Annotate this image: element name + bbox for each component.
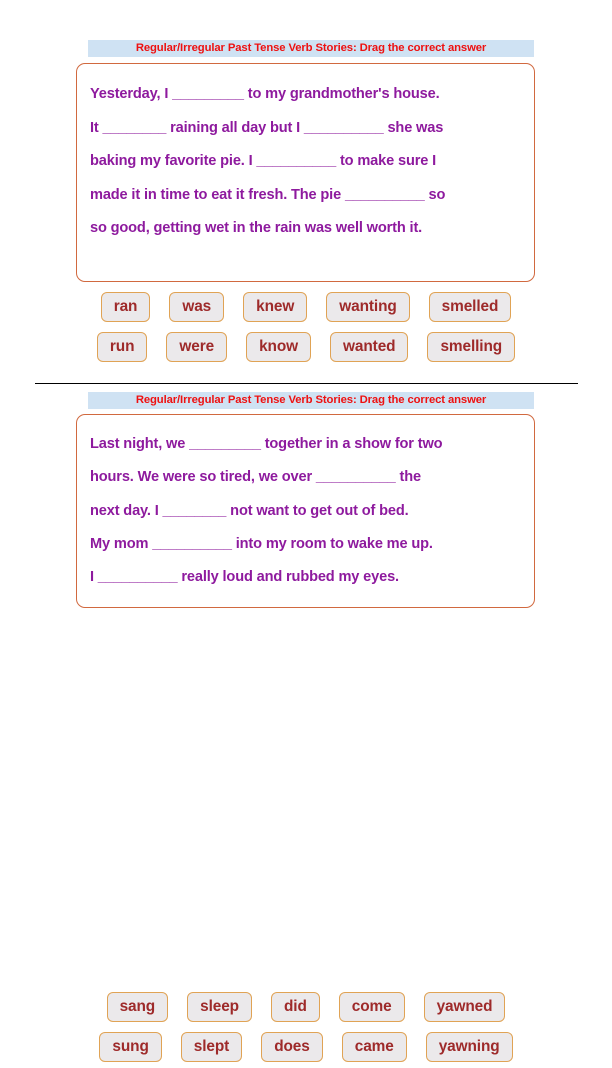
answer-tile[interactable]: sang [107,992,169,1022]
story-passage-1 [76,63,535,282]
story-line: Last night, we _________ together in a show for two [90,436,443,452]
answer-tile[interactable]: sleep [187,992,252,1022]
answer-tile[interactable]: sung [99,1032,161,1062]
answer-tile-row [0,992,612,1028]
answer-tile[interactable]: know [246,332,311,362]
section-title-banner-1: Regular/Irregular Past Tense Verb Stories: Drag the correct answer [88,40,534,57]
story-line: It ________ raining all day but I __________ she was [90,119,444,136]
answer-tile[interactable]: smelled [429,292,512,322]
story-line: hours. We were so tired, we over __________ the [90,469,421,486]
answer-tile[interactable]: did [271,992,320,1022]
answer-tile[interactable]: wanting [326,292,409,322]
story-line: My mom __________ into my room to wake me up. [90,535,433,552]
answer-tiles-2 [0,992,612,1068]
answer-tile[interactable]: yawning [426,1032,513,1062]
answer-tile[interactable]: come [339,992,405,1022]
answer-tile[interactable]: smelling [427,332,515,362]
answer-tile[interactable]: wanted [330,332,408,362]
story-line: made it in time to eat it fresh. The pie __________ so [90,186,446,203]
answer-tile[interactable]: yawned [424,992,506,1022]
story-line: next day. I ________ not want to get out of bed. [90,502,409,519]
story-line: baking my favorite pie. I __________ to make sure I [90,153,437,169]
answer-tile[interactable]: was [169,292,224,322]
answer-tile[interactable]: slept [181,1032,242,1062]
answer-tile-row [0,1032,612,1068]
answer-tile[interactable]: ran [101,292,151,322]
answer-tile[interactable]: does [261,1032,323,1062]
answer-tile[interactable]: were [166,332,227,362]
answer-tile-row [0,292,612,328]
story-passage-2 [76,414,535,608]
section-divider [35,383,578,384]
answer-tile[interactable]: run [97,332,148,362]
story-line: I __________ really loud and rubbed my eyes. [90,569,399,586]
answer-tile-row [0,332,612,368]
answer-tile[interactable]: knew [243,292,307,322]
story-line: Yesterday, I _________ to my grandmother's house. [90,86,440,102]
answer-tiles-1 [0,292,612,368]
section-title-banner-2: Regular/Irregular Past Tense Verb Stories: Drag the correct answer [88,392,534,409]
story-line: so good, getting wet in the rain was well worth it. [90,220,423,236]
answer-tile[interactable]: came [342,1032,407,1062]
